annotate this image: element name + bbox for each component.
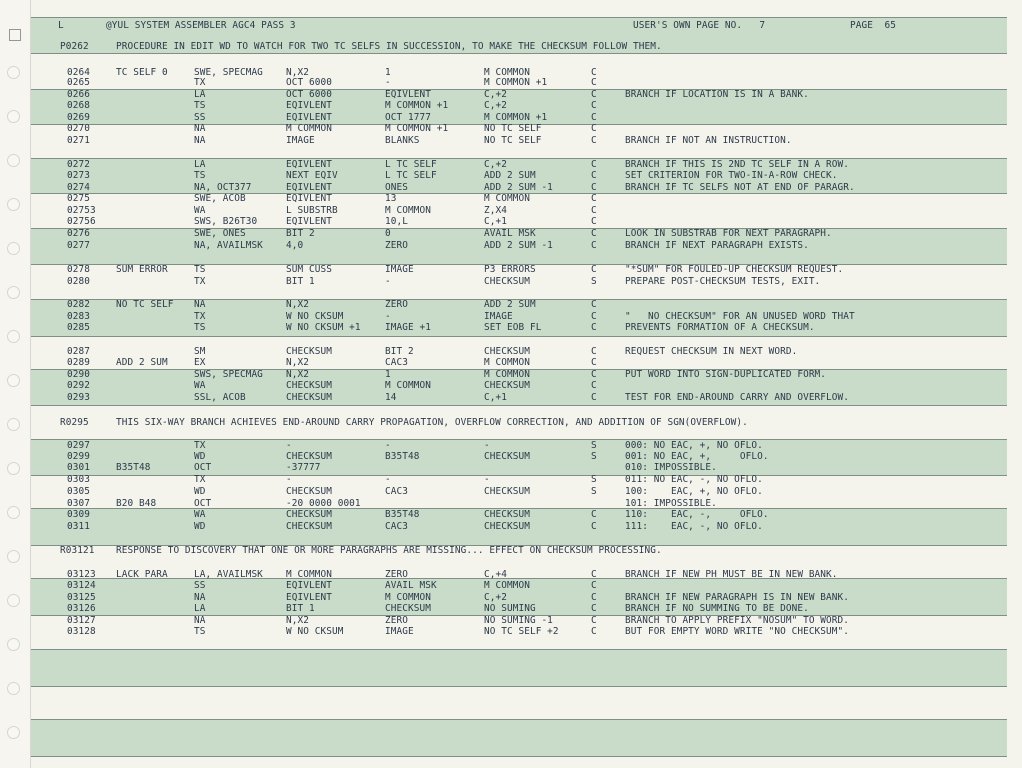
cell-f: C <box>591 369 597 380</box>
cell-n: 0273 <box>67 170 90 181</box>
cell-a1: M COMMON <box>286 123 332 134</box>
perforation-hole <box>7 418 20 431</box>
cell-cm: 011: NO EAC, -, NO OFLO. <box>625 474 763 485</box>
cell-a1: EQIVLENT <box>286 592 332 603</box>
perforation-hole <box>7 154 20 167</box>
cell-n: 0292 <box>67 380 90 391</box>
comment-line-text: PROCEDURE IN EDIT WD TO WATCH FOR TWO TC SELFS IN SUCCESSION, TO MAKE THE CHECKSUM FOLLOW THEM. <box>116 41 662 52</box>
cell-a1: BIT 1 <box>286 276 315 287</box>
cell-a2: CHECKSUM <box>385 603 431 614</box>
cell-f: C <box>591 380 597 391</box>
cell-n: 0282 <box>67 299 90 310</box>
cell-n: 03124 <box>67 580 96 591</box>
cell-f: C <box>591 626 597 637</box>
cell-a3: - <box>484 440 490 451</box>
cell-f: C <box>591 299 597 310</box>
cell-a1: CHECKSUM <box>286 521 332 532</box>
cell-f: S <box>591 276 597 287</box>
cell-f: C <box>591 112 597 123</box>
cell-op: SSL, ACOB <box>194 392 246 403</box>
cell-n: 0307 <box>67 498 90 509</box>
cell-a1: -20 0000 0001 <box>286 498 361 509</box>
cell-a1: EQIVLENT <box>286 159 332 170</box>
cell-n: 0305 <box>67 486 90 497</box>
cell-a3: M COMMON <box>484 193 530 204</box>
cell-a3: CHECKSUM <box>484 521 530 532</box>
cell-a3: C,+2 <box>484 159 507 170</box>
cell-a3: CHECKSUM <box>484 486 530 497</box>
cell-op: TS <box>194 322 206 333</box>
cell-n: 0268 <box>67 100 90 111</box>
cell-cm: BRANCH TO APPLY PREFIX "NOSUM" TO WORD. <box>625 615 850 626</box>
cell-a1: CHECKSUM <box>286 392 332 403</box>
cell-lab: NO TC SELF <box>116 299 174 310</box>
cell-n: 03125 <box>67 592 96 603</box>
cell-a3: IMAGE <box>484 311 513 322</box>
cell-a3: NO TC SELF <box>484 135 542 146</box>
cell-a3: ADD 2 SUM <box>484 170 536 181</box>
cell-cm: REQUEST CHECKSUM IN NEXT WORD. <box>625 346 798 357</box>
cell-a1: N,X2 <box>286 615 309 626</box>
cell-op: TX <box>194 77 206 88</box>
cell-f: C <box>591 569 597 580</box>
cell-f: C <box>591 311 597 322</box>
comment-line-id: P0262 <box>60 41 89 52</box>
cell-a1: N,X2 <box>286 369 309 380</box>
cell-a1: OCT 6000 <box>286 77 332 88</box>
cell-op: WD <box>194 486 206 497</box>
cell-f: C <box>591 240 597 251</box>
cell-f: C <box>591 159 597 170</box>
perforation-hole <box>7 286 20 299</box>
cell-cm: 100: EAC, +, NO OFLO. <box>625 486 763 497</box>
comment-line-text: THIS SIX-WAY BRANCH ACHIEVES END-AROUND CARRY PROPAGATION, OVERFLOW CORRECTION, AND ADDITION OF SGN(OVERFLOW). <box>116 417 748 428</box>
cell-op: LA <box>194 603 206 614</box>
cell-cm: TEST FOR END-AROUND CARRY AND OVERFLOW. <box>625 392 850 403</box>
cell-a2: B35T48 <box>385 451 420 462</box>
cell-op: WA <box>194 205 206 216</box>
cell-a3: NO TC SELF +2 <box>484 626 559 637</box>
perforation-hole <box>7 66 20 79</box>
cell-op: WD <box>194 521 206 532</box>
cell-op: EX <box>194 357 206 368</box>
cell-a2: - <box>385 311 391 322</box>
cell-cm: BRANCH IF NEXT PARAGRAPH EXISTS. <box>625 240 809 251</box>
cell-f: C <box>591 100 597 111</box>
cell-a2: 1 <box>385 67 391 78</box>
corner-box-mark <box>9 29 21 41</box>
cell-op: TS <box>194 264 206 275</box>
perforation-hole <box>7 638 20 651</box>
cell-cm: PUT WORD INTO SIGN-DUPLICATED FORM. <box>625 369 827 380</box>
perforation-hole <box>7 110 20 123</box>
cell-op: SWS, B26T30 <box>194 216 258 227</box>
cell-n: 0293 <box>67 392 90 403</box>
cell-a3: C,+1 <box>484 216 507 227</box>
cell-n: 0278 <box>67 264 90 275</box>
cell-n: 03127 <box>67 615 96 626</box>
cell-a2: CAC3 <box>385 357 408 368</box>
cell-a3: AVAIL MSK <box>484 228 536 239</box>
cell-f: C <box>591 580 597 591</box>
cell-op: LA <box>194 159 206 170</box>
cell-a3: NO SUMING -1 <box>484 615 553 626</box>
cell-a2: BLANKS <box>385 135 420 146</box>
cell-f: C <box>591 357 597 368</box>
cell-a2: L TC SELF <box>385 170 437 181</box>
cell-n: 0309 <box>67 509 90 520</box>
cell-a2: 1 <box>385 369 391 380</box>
cell-a3: - <box>484 474 490 485</box>
perforation-hole <box>7 198 20 211</box>
comment-line-id: R03121 <box>60 545 95 556</box>
cell-a2: L TC SELF <box>385 159 437 170</box>
cell-f: C <box>591 322 597 333</box>
cell-a3: M COMMON <box>484 357 530 368</box>
cell-a3: CHECKSUM <box>484 276 530 287</box>
cell-op: NA, OCT377 <box>194 182 252 193</box>
cell-a1: M COMMON <box>286 569 332 580</box>
cell-n: 0271 <box>67 135 90 146</box>
cell-a1: N,X2 <box>286 67 309 78</box>
cell-a3: M COMMON +1 <box>484 112 548 123</box>
cell-a1: EQIVLENT <box>286 216 332 227</box>
cell-a3: CHECKSUM <box>484 346 530 357</box>
cell-f: C <box>591 264 597 275</box>
cell-f: C <box>591 123 597 134</box>
cell-a1: CHECKSUM <box>286 380 332 391</box>
cell-n: 0274 <box>67 182 90 193</box>
cell-a2: - <box>385 440 391 451</box>
cell-cm: BRANCH IF NO SUMMING TO BE DONE. <box>625 603 809 614</box>
cell-a2: ZERO <box>385 240 408 251</box>
cell-a2: OCT 1777 <box>385 112 431 123</box>
cell-n: 0266 <box>67 89 90 100</box>
cell-a3: C,+2 <box>484 89 507 100</box>
cell-cm: LOOK IN SUBSTRAB FOR NEXT PARAGRAPH. <box>625 228 832 239</box>
cell-f: C <box>591 182 597 193</box>
cell-op: SS <box>194 580 206 591</box>
cell-a3: Z,X4 <box>484 205 507 216</box>
comment-line-id: R0295 <box>60 417 89 428</box>
cell-a2: AVAIL MSK <box>385 580 437 591</box>
cell-a2: 0 <box>385 228 391 239</box>
cell-op: WD <box>194 451 206 462</box>
greenbar-band <box>31 719 1007 757</box>
cell-n: 0311 <box>67 521 90 532</box>
cell-lab: B35T48 <box>116 462 151 473</box>
cell-f: C <box>591 509 597 520</box>
cell-n: 0269 <box>67 112 90 123</box>
cell-a2: ZERO <box>385 615 408 626</box>
cell-a2: M COMMON +1 <box>385 123 449 134</box>
cell-n: 0303 <box>67 474 90 485</box>
cell-a2: M COMMON <box>385 205 431 216</box>
cell-n: 0275 <box>67 193 90 204</box>
cell-a1: W NO CKSUM <box>286 626 344 637</box>
cell-a1: EQIVLENT <box>286 193 332 204</box>
cell-op: TX <box>194 474 206 485</box>
cell-lab: B20 B48 <box>116 498 157 509</box>
cell-op: LA, AVAILMSK <box>194 569 263 580</box>
cell-a2: 10,L <box>385 216 408 227</box>
cell-a2: ZERO <box>385 299 408 310</box>
header-page-number: PAGE 65 <box>850 20 896 31</box>
cell-a2: B35T48 <box>385 509 420 520</box>
cell-a1: L SUBSTRB <box>286 205 338 216</box>
header-users-own-page: USER'S OWN PAGE NO. 7 <box>633 20 766 31</box>
cell-op: NA, AVAILMSK <box>194 240 263 251</box>
cell-op: SM <box>194 346 206 357</box>
header-title: @YUL SYSTEM ASSEMBLER AGC4 PASS 3 <box>106 20 296 31</box>
cell-f: C <box>591 615 597 626</box>
cell-a2: BIT 2 <box>385 346 414 357</box>
cell-n: 0283 <box>67 311 90 322</box>
cell-op: OCT <box>194 498 212 509</box>
cell-a1: SUM CUSS <box>286 264 332 275</box>
cell-op: NA <box>194 592 206 603</box>
cell-f: C <box>591 135 597 146</box>
cell-a3: M COMMON +1 <box>484 77 548 88</box>
cell-n: 0297 <box>67 440 90 451</box>
cell-f: S <box>591 451 597 462</box>
cell-op: WA <box>194 509 206 520</box>
cell-cm: BRANCH IF THIS IS 2ND TC SELF IN A ROW. <box>625 159 850 170</box>
cell-f: C <box>591 193 597 204</box>
cell-cm: "*SUM" FOR FOULED-UP CHECKSUM REQUEST. <box>625 264 844 275</box>
cell-a1: 4,0 <box>286 240 304 251</box>
cell-op: TS <box>194 626 206 637</box>
cell-n: 0277 <box>67 240 90 251</box>
cell-a2: IMAGE <box>385 626 414 637</box>
cell-a1: EQIVLENT <box>286 100 332 111</box>
cell-cm: BRANCH IF TC SELFS NOT AT END OF PARAGR. <box>625 182 855 193</box>
cell-a1: BIT 2 <box>286 228 315 239</box>
cell-a3: M COMMON <box>484 580 530 591</box>
cell-op: NA <box>194 615 206 626</box>
cell-a2: 14 <box>385 392 397 403</box>
cell-a1: N,X2 <box>286 299 309 310</box>
cell-lab: ADD 2 SUM <box>116 357 168 368</box>
cell-cm: " NO CHECKSUM" FOR AN UNUSED WORD THAT <box>625 311 855 322</box>
cell-a2: CAC3 <box>385 521 408 532</box>
cell-cm: BRANCH IF NOT AN INSTRUCTION. <box>625 135 792 146</box>
perforation-hole <box>7 374 20 387</box>
cell-cm: 110: EAC, -, OFLO. <box>625 509 769 520</box>
cell-a1: IMAGE <box>286 135 315 146</box>
cell-a2: EQIVLENT <box>385 89 431 100</box>
cell-a1: CHECKSUM <box>286 509 332 520</box>
cell-op: NA <box>194 299 206 310</box>
cell-n: 0272 <box>67 159 90 170</box>
cell-n: 0270 <box>67 123 90 134</box>
cell-a3: CHECKSUM <box>484 451 530 462</box>
cell-a1: NEXT EQIV <box>286 170 338 181</box>
cell-n: 0276 <box>67 228 90 239</box>
cell-n: 0265 <box>67 77 90 88</box>
cell-op: NA <box>194 135 206 146</box>
cell-a1: EQIVLENT <box>286 580 332 591</box>
cell-f: C <box>591 67 597 78</box>
perforation-hole <box>7 506 20 519</box>
cell-cm: PREPARE POST-CHECKSUM TESTS, EXIT. <box>625 276 821 287</box>
cell-cm: 010: IMPOSSIBLE. <box>625 462 717 473</box>
cell-op: TX <box>194 440 206 451</box>
perforated-edge <box>0 0 31 768</box>
cell-cm: 101: IMPOSSIBLE. <box>625 498 717 509</box>
cell-a3: C,+4 <box>484 569 507 580</box>
cell-op: NA <box>194 123 206 134</box>
cell-op: SWE, ONES <box>194 228 246 239</box>
cell-n: 0299 <box>67 451 90 462</box>
cell-f: C <box>591 216 597 227</box>
cell-n: 0280 <box>67 276 90 287</box>
cell-cm: SET CRITERION FOR TWO-IN-A-ROW CHECK. <box>625 170 838 181</box>
cell-f: S <box>591 474 597 485</box>
cell-a2: M COMMON <box>385 380 431 391</box>
perforation-hole <box>7 242 20 255</box>
cell-a1: CHECKSUM <box>286 451 332 462</box>
cell-a2: - <box>385 276 391 287</box>
perforation-hole <box>7 726 20 739</box>
cell-a1: -37777 <box>286 462 321 473</box>
cell-a1: EQIVLENT <box>286 112 332 123</box>
cell-n: 0289 <box>67 357 90 368</box>
cell-op: LA <box>194 89 206 100</box>
perforation-hole <box>7 682 20 695</box>
cell-n: 03126 <box>67 603 96 614</box>
cell-a3: ADD 2 SUM -1 <box>484 182 553 193</box>
cell-cm: BRANCH IF NEW PARAGRAPH IS IN NEW BANK. <box>625 592 850 603</box>
cell-a2: ONES <box>385 182 408 193</box>
cell-cm: BRANCH IF NEW PH MUST BE IN NEW BANK. <box>625 569 838 580</box>
cell-a3: CHECKSUM <box>484 380 530 391</box>
cell-f: C <box>591 346 597 357</box>
cell-op: TS <box>194 170 206 181</box>
cell-lab: TC SELF 0 <box>116 67 168 78</box>
cell-op: TS <box>194 100 206 111</box>
perforation-hole <box>7 594 20 607</box>
cell-a1: EQIVLENT <box>286 182 332 193</box>
cell-a2: IMAGE +1 <box>385 322 431 333</box>
cell-n: 02756 <box>67 216 96 227</box>
cell-a3: P3 ERRORS <box>484 264 536 275</box>
cell-f: S <box>591 486 597 497</box>
cell-f: C <box>591 392 597 403</box>
cell-n: 0290 <box>67 369 90 380</box>
cell-n: 0285 <box>67 322 90 333</box>
cell-a1: CHECKSUM <box>286 346 332 357</box>
cell-op: SWE, SPECMAG <box>194 67 263 78</box>
cell-a1: CHECKSUM <box>286 486 332 497</box>
cell-n: 03123 <box>67 569 96 580</box>
cell-a3: CHECKSUM <box>484 509 530 520</box>
cell-f: C <box>591 89 597 100</box>
cell-n: 03128 <box>67 626 96 637</box>
cell-f: C <box>591 592 597 603</box>
cell-cm: BRANCH IF LOCATION IS IN A BANK. <box>625 89 809 100</box>
cell-a3: M COMMON <box>484 369 530 380</box>
cell-op: OCT <box>194 462 212 473</box>
cell-f: S <box>591 440 597 451</box>
cell-a2: - <box>385 77 391 88</box>
cell-a3: C,+1 <box>484 392 507 403</box>
cell-cm: PREVENTS FORMATION OF A CHECKSUM. <box>625 322 815 333</box>
cell-op: SS <box>194 112 206 123</box>
cell-a2: M COMMON +1 <box>385 100 449 111</box>
greenbar-band <box>31 649 1007 687</box>
cell-op: TX <box>194 276 206 287</box>
cell-a3: M COMMON <box>484 67 530 78</box>
cell-cm: 111: EAC, -, NO OFLO. <box>625 521 763 532</box>
cell-a3: C,+2 <box>484 592 507 603</box>
cell-a1: W NO CKSUM <box>286 311 344 322</box>
cell-op: SWS, SPECMAG <box>194 369 263 380</box>
cell-a2: ZERO <box>385 569 408 580</box>
cell-a3: ADD 2 SUM <box>484 299 536 310</box>
cell-a2: 13 <box>385 193 397 204</box>
cell-n: 0287 <box>67 346 90 357</box>
cell-a1: N,X2 <box>286 357 309 368</box>
cell-a2: IMAGE <box>385 264 414 275</box>
cell-a1: OCT 6000 <box>286 89 332 100</box>
cell-a3: NO TC SELF <box>484 123 542 134</box>
cell-n: 0264 <box>67 67 90 78</box>
perforation-hole <box>7 330 20 343</box>
cell-cm: BUT FOR EMPTY WORD WRITE "NO CHECKSUM". <box>625 626 850 637</box>
cell-f: C <box>591 77 597 88</box>
cell-op: WA <box>194 380 206 391</box>
cell-op: SWE, ACOB <box>194 193 246 204</box>
cell-n: 0301 <box>67 462 90 473</box>
header-left: L <box>58 20 64 31</box>
comment-line-text: RESPONSE TO DISCOVERY THAT ONE OR MORE PARAGRAPHS ARE MISSING... EFFECT ON CHECKSUM PROCESSING. <box>116 545 662 556</box>
cell-cm: 000: NO EAC, +, NO OFLO. <box>625 440 763 451</box>
cell-f: C <box>591 228 597 239</box>
cell-a3: C,+2 <box>484 100 507 111</box>
cell-a1: BIT 1 <box>286 603 315 614</box>
cell-op: TX <box>194 311 206 322</box>
perforation-hole <box>7 550 20 563</box>
cell-a2: M COMMON <box>385 592 431 603</box>
cell-a1: - <box>286 474 292 485</box>
cell-a1: W NO CKSUM +1 <box>286 322 361 333</box>
perforation-hole <box>7 462 20 475</box>
cell-f: C <box>591 603 597 614</box>
cell-f: C <box>591 205 597 216</box>
cell-n: 02753 <box>67 205 96 216</box>
cell-a2: - <box>385 474 391 485</box>
cell-a3: NO SUMING <box>484 603 536 614</box>
cell-lab: LACK PARA <box>116 569 168 580</box>
cell-a1: - <box>286 440 292 451</box>
cell-cm: 001: NO EAC, +, OFLO. <box>625 451 769 462</box>
cell-a2: CAC3 <box>385 486 408 497</box>
cell-lab: SUM ERROR <box>116 264 168 275</box>
cell-a3: SET EOB FL <box>484 322 542 333</box>
cell-a3: ADD 2 SUM -1 <box>484 240 553 251</box>
cell-f: C <box>591 170 597 181</box>
cell-f: C <box>591 521 597 532</box>
